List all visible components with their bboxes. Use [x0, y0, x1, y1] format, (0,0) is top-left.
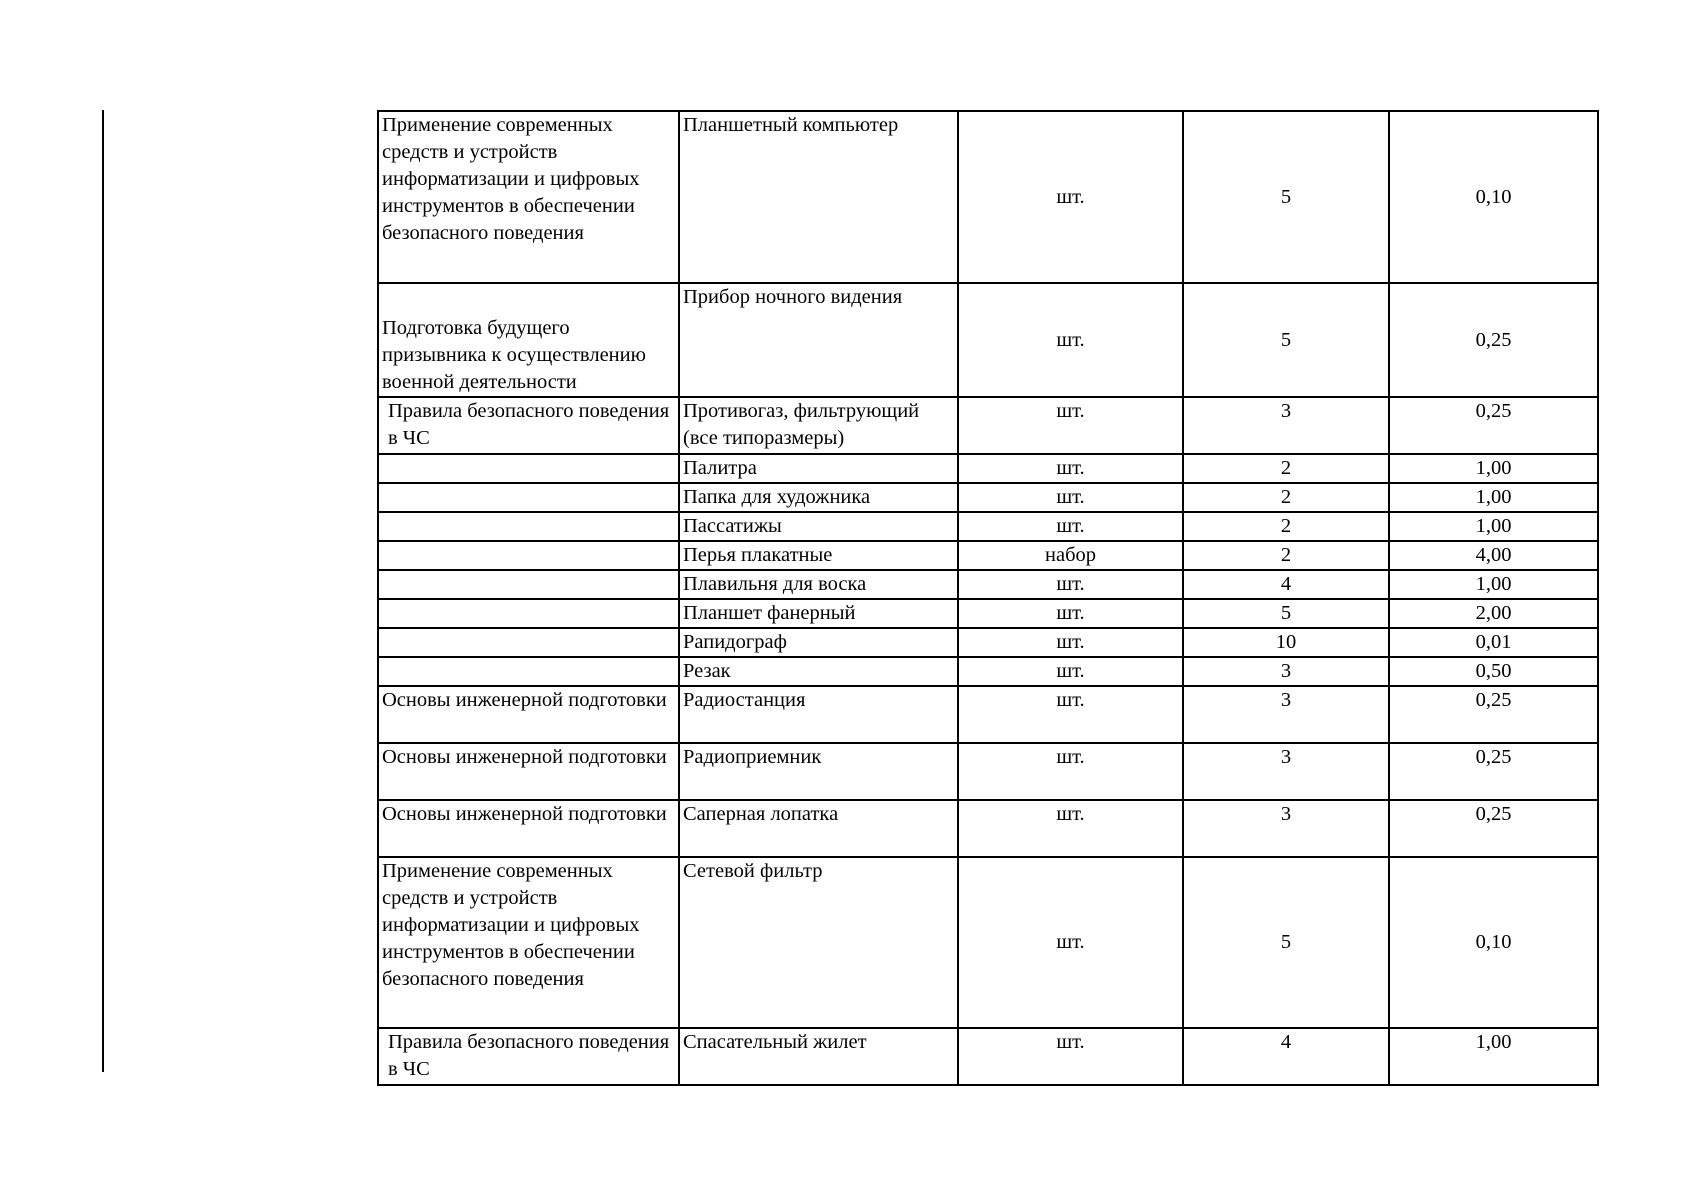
unit-cell: набор [958, 541, 1183, 570]
table-row [378, 599, 1598, 628]
unit-cell: шт. [958, 512, 1183, 541]
table-row [378, 743, 1598, 800]
item-name-cell: Резак [679, 657, 958, 686]
norm-cell: 1,00 [1389, 570, 1598, 599]
section-cell [378, 657, 679, 686]
unit-cell: шт. [958, 1028, 1183, 1085]
section-cell: Основы инженерной подготовки [378, 686, 679, 743]
norm-cell: 0,25 [1389, 397, 1598, 454]
unit-cell: шт. [958, 111, 1183, 283]
table-row [378, 628, 1598, 657]
unit-cell: шт. [958, 283, 1183, 397]
unit-cell: шт. [958, 599, 1183, 628]
table-row [378, 857, 1598, 1028]
unit-cell: шт. [958, 628, 1183, 657]
item-name-cell: Палитра [679, 454, 958, 483]
equipment-table [377, 110, 1599, 1086]
quantity-cell: 5 [1183, 857, 1389, 1028]
unit-cell: шт. [958, 454, 1183, 483]
item-name-cell: Плавильня для воска [679, 570, 958, 599]
norm-cell: 1,00 [1389, 512, 1598, 541]
norm-cell: 1,00 [1389, 483, 1598, 512]
norm-cell: 1,00 [1389, 454, 1598, 483]
norm-cell: 0,10 [1389, 111, 1598, 283]
section-cell: Правила безопасного поведения в ЧС [378, 397, 679, 454]
unit-cell: шт. [958, 743, 1183, 800]
table-row [378, 483, 1598, 512]
section-cell [378, 599, 679, 628]
quantity-cell: 2 [1183, 483, 1389, 512]
unit-cell: шт. [958, 857, 1183, 1028]
quantity-cell: 5 [1183, 111, 1389, 283]
norm-cell: 2,00 [1389, 599, 1598, 628]
section-cell [378, 483, 679, 512]
quantity-cell: 4 [1183, 570, 1389, 599]
quantity-cell: 3 [1183, 686, 1389, 743]
quantity-cell: 3 [1183, 800, 1389, 857]
section-cell: Правила безопасного поведения в ЧС [378, 1028, 679, 1085]
section-cell: Подготовка будущего призывника к осуществлению военной деятельности [378, 283, 679, 397]
section-cell [378, 512, 679, 541]
table-row [378, 570, 1598, 599]
item-name-cell: Папка для художника [679, 483, 958, 512]
quantity-cell: 4 [1183, 1028, 1389, 1085]
quantity-cell: 5 [1183, 283, 1389, 397]
norm-cell: 1,00 [1389, 1028, 1598, 1085]
table-row [378, 541, 1598, 570]
table-row [378, 657, 1598, 686]
item-name-cell: Радиостанция [679, 686, 958, 743]
norm-cell: 0,25 [1389, 283, 1598, 397]
item-name-cell: Рапидограф [679, 628, 958, 657]
norm-cell: 0,10 [1389, 857, 1598, 1028]
norm-cell: 0,25 [1389, 686, 1598, 743]
unit-cell: шт. [958, 397, 1183, 454]
item-name-cell: Спасательный жилет [679, 1028, 958, 1085]
item-name-cell: Саперная лопатка [679, 800, 958, 857]
unit-cell: шт. [958, 657, 1183, 686]
norm-cell: 0,25 [1389, 743, 1598, 800]
item-name-cell: Планшетный компьютер [679, 111, 958, 283]
unit-cell: шт. [958, 570, 1183, 599]
section-cell [378, 628, 679, 657]
unit-cell: шт. [958, 686, 1183, 743]
table-row [378, 686, 1598, 743]
section-cell [378, 454, 679, 483]
quantity-cell: 3 [1183, 657, 1389, 686]
norm-cell: 4,00 [1389, 541, 1598, 570]
unit-cell: шт. [958, 800, 1183, 857]
unit-cell: шт. [958, 483, 1183, 512]
item-name-cell: Планшет фанерный [679, 599, 958, 628]
section-cell [378, 570, 679, 599]
table-row [378, 111, 1598, 283]
quantity-cell: 3 [1183, 743, 1389, 800]
section-cell: Основы инженерной подготовки [378, 800, 679, 857]
section-cell: Применение современных средств и устройств информатизации и цифровых инструментов в обеспечении безопасного поведения [378, 857, 679, 1028]
page-margin-line [102, 110, 104, 1072]
quantity-cell: 3 [1183, 397, 1389, 454]
table-row [378, 800, 1598, 857]
norm-cell: 0,01 [1389, 628, 1598, 657]
quantity-cell: 2 [1183, 454, 1389, 483]
item-name-cell: Перья плакатные [679, 541, 958, 570]
item-name-cell: Противогаз, фильтрующий (все типоразмеры) [679, 397, 958, 454]
section-cell [378, 541, 679, 570]
table-row [378, 283, 1598, 397]
quantity-cell: 2 [1183, 512, 1389, 541]
quantity-cell: 5 [1183, 599, 1389, 628]
quantity-cell: 10 [1183, 628, 1389, 657]
item-name-cell: Сетевой фильтр [679, 857, 958, 1028]
section-cell: Применение современных средств и устройств информатизации и цифровых инструментов в обеспечении безопасного поведения [378, 111, 679, 283]
table-row [378, 397, 1598, 454]
item-name-cell: Пассатижы [679, 512, 958, 541]
norm-cell: 0,25 [1389, 800, 1598, 857]
item-name-cell: Радиоприемник [679, 743, 958, 800]
table-row [378, 454, 1598, 483]
quantity-cell: 2 [1183, 541, 1389, 570]
section-cell: Основы инженерной подготовки [378, 743, 679, 800]
table-row [378, 512, 1598, 541]
table-row [378, 1028, 1598, 1085]
norm-cell: 0,50 [1389, 657, 1598, 686]
item-name-cell: Прибор ночного видения [679, 283, 958, 397]
